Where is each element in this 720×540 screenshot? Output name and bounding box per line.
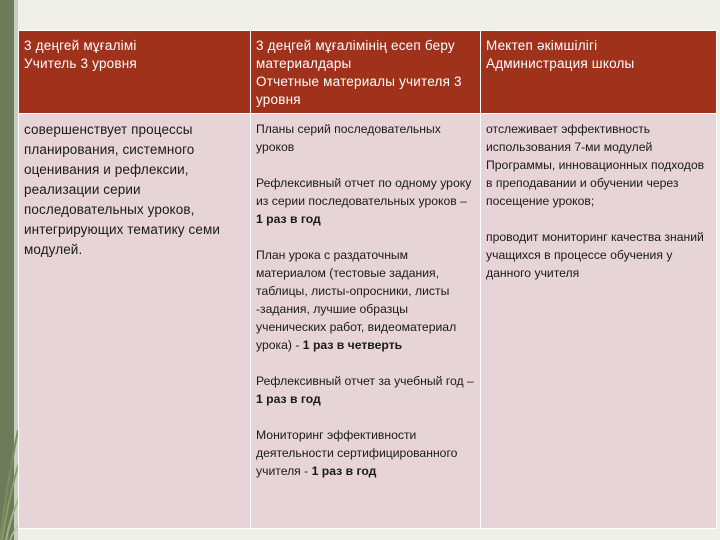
report-item-frequency: 1 раз в год: [256, 392, 321, 406]
cell-report-materials: [251, 114, 481, 529]
report-item-text: Рефлексивный отчет за учебный год –: [256, 374, 474, 388]
header-report-materials-ru: Отчетные материалы учителя 3 уровня: [256, 74, 462, 107]
header-row: [19, 31, 717, 114]
teacher-duties-text: совершенствует процессы планирования, системного оценивания и рефлексии, реализации серии последовательных уроков, интегрирующих тематику семи модулей.: [24, 122, 220, 257]
report-item: [256, 174, 476, 228]
admin-item: проводит мониторинг качества знаний учащихся в процессе обучения у данного учителя: [486, 230, 704, 280]
header-school-administration: [481, 31, 717, 114]
report-item: [256, 120, 476, 156]
report-item: [256, 426, 476, 480]
table-row: [19, 114, 717, 529]
header-teacher-level-kz: 3 деңгей мұғалімі: [24, 38, 137, 53]
report-item: [256, 372, 476, 408]
reporting-table: [18, 30, 717, 529]
report-item-text: План урока с раздаточным материалом (тестовые задания, таблицы, листы-опросники, листы -задания, лучшие образцы ученических работ, видеоматериал урока) -: [256, 248, 457, 352]
header-school-administration-kz: Мектеп әкімшілігі: [486, 38, 598, 53]
admin-item: отслеживает эффективность использования 7-ми модулей Программы, инновационных подходов в преподавании и обучении через посещение уроков;: [486, 122, 705, 208]
header-school-administration-ru: Администрация школы: [486, 56, 635, 71]
header-report-materials: [251, 31, 481, 114]
header-teacher-level: [19, 31, 251, 114]
report-item-frequency: 1 раз в четверть: [302, 338, 403, 352]
report-item-frequency: 1 раз в год: [311, 464, 377, 478]
cell-teacher-duties: [19, 114, 251, 529]
header-report-materials-kz: 3 деңгей мұғалімінің есеп беру материалдары: [256, 38, 455, 71]
report-item: [256, 246, 476, 354]
report-item-text: Планы серий последовательных уроков: [256, 122, 441, 154]
report-item-frequency: 1 раз в год: [256, 212, 321, 226]
cell-administration-duties: [481, 114, 717, 529]
report-item-text: Рефлексивный отчет по одному уроку из серии последовательных уроков –: [256, 176, 472, 208]
report-item-text: Мониторинг эффективности деятельности сертифицированного учителя -: [256, 428, 458, 478]
header-teacher-level-ru: Учитель 3 уровня: [24, 56, 137, 71]
